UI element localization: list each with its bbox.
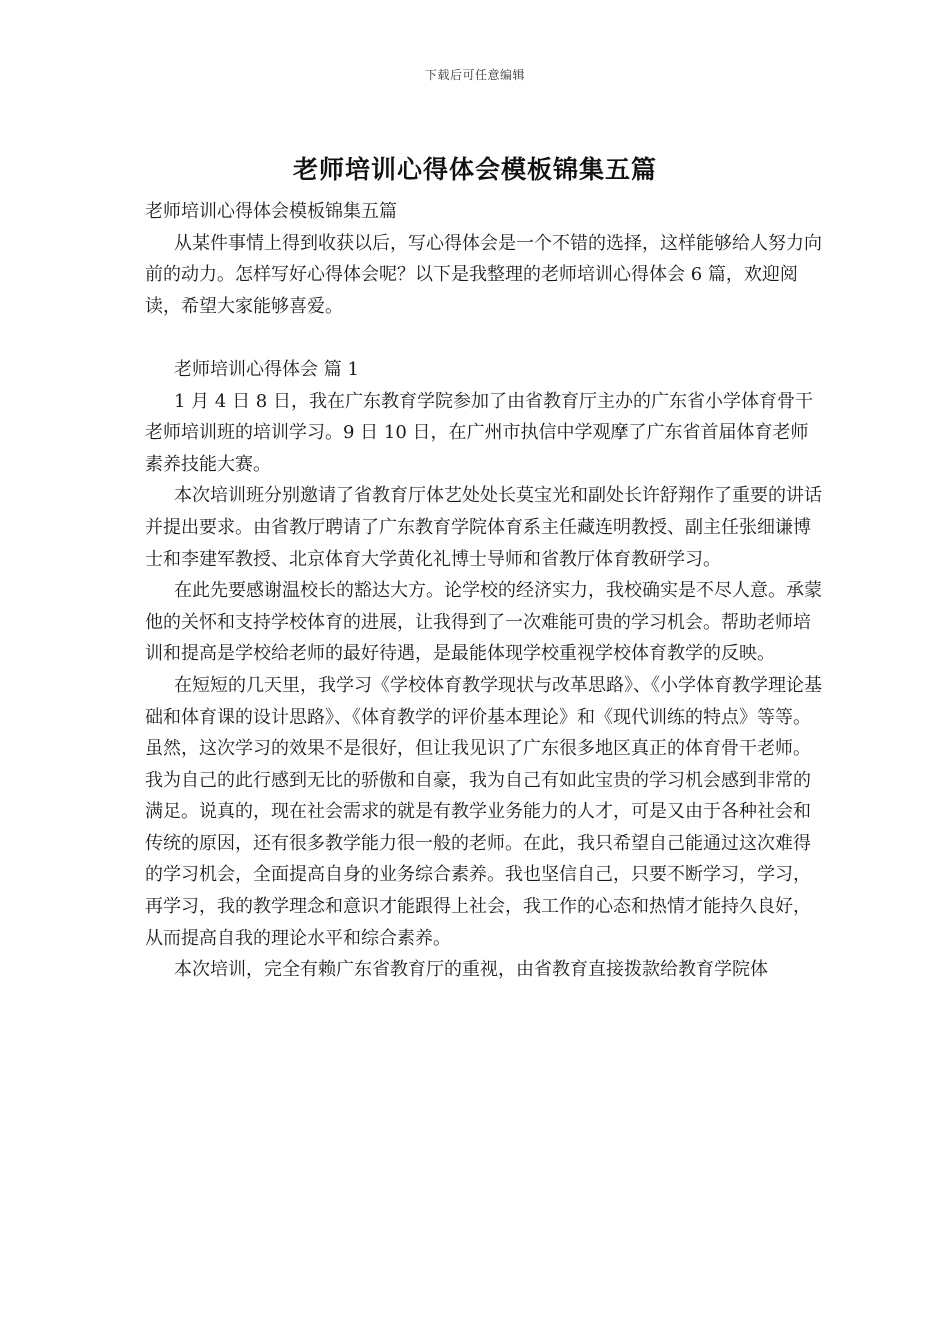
body-paragraph-5: 本次培训，完全有赖广东省教育厅的重视，由省教育直接拨款给教育学院体 [174,959,768,981]
blank-line [145,322,825,354]
section-heading: 老师培训心得体会 篇 1 [174,358,359,380]
header-note: 下载后可任意编辑 [424,68,525,82]
body-paragraph-2: 本次培训班分别邀请了省教育厅体艺处处长莫宝光和副处长许舒翔作了重要的讲话并提出要求。由省教厅聘请了广东教育学院体育系主任藏连明教授、副主任张细谦博士和李建军教授、北京体育大学黄化礼博士导师和省教厅体育教研学习。 [145,485,822,570]
intro-paragraph: 从某件事情上得到收获以后，写心得体会是一个不错的选择，这样能够给人努力向前的动力。怎样写好心得体会呢？以下是我整理的老师培训心得体会 6 篇，欢迎阅读，希望大家能够喜爱。 [145,232,822,317]
body-paragraph-3: 在此先要感谢温校长的豁达大方。论学校的经济实力，我校确实是不尽人意。承蒙他的关怀和支持学校体育的进展，让我得到了一次难能可贵的学习机会。帮助老师培训和提高是学校给老师的最好待遇，是最能体现学校重视学校体育教学的反映。 [145,580,822,665]
document-subtitle: 老师培训心得体会模板锦集五篇 [145,201,397,222]
body-paragraph-4: 在短短的几天里，我学习《学校体育教学现状与改革思路》、《小学体育教学理论基础和体育课的设计思路》、《体育教学的评价基本理论》和《现代训练的特点》等等。虽然，这次学习的效果不是很好，但让我见识了广东很多地区真正的体育骨干老师。我为自己的此行感到无比的骄傲和自豪，我为自己有如此宝贵的学习机会感到非常的满足。说真的，现在社会需求的就是有教学业务能力的人才，可是又由于各种社会和传统的原因，还有很多教学能力很一般的老师。在此，我只希望自己能通过这次难得的学习机会，全面提高自身的业务综合素养。我也坚信自己，只要不断学习，学习，再学习，我的教学理念和意识才能跟得上社会，我工作的心态和热情才能持久良好，从而提高自我的理论水平和综合素养。 [145,674,822,949]
document-body [145,196,825,986]
page-title: 老师培训心得体会模板锦集五篇 [292,155,657,184]
body-paragraph-1: 1 月 4 日 8 日，我在广东教育学院参加了由省教育厅主办的广东省小学体育骨干老师培训班的培训学习。9 日 10 日，在广州市执信中学观摩了广东省首届体育老师素养技能大赛。 [145,390,813,475]
